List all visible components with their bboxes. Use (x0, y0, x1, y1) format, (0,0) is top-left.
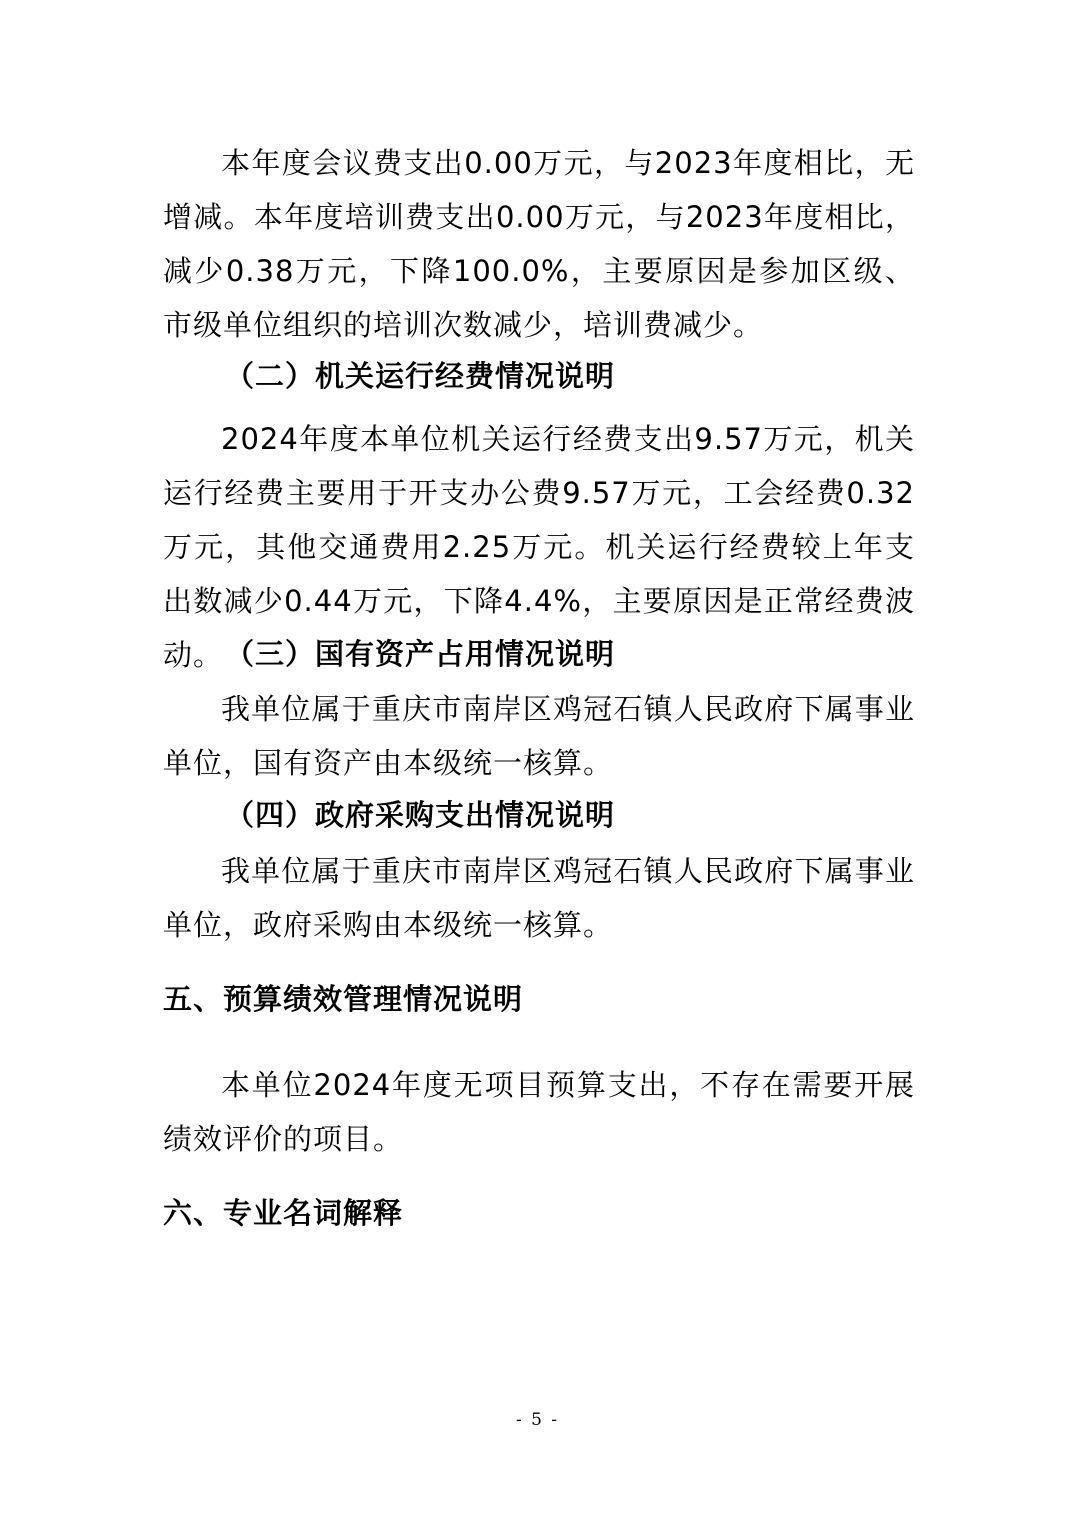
page-number: - 5 - (515, 1410, 560, 1430)
heading-terminology: 六、专业名词解释 (163, 1196, 404, 1230)
paragraph-government-procurement: 我单位属于重庆市南岸区鸡冠石镇人民政府下属事业单位，政府采购由本级统一核算。 (163, 854, 915, 942)
subheading-government-procurement: （四）政府采购支出情况说明 (225, 798, 616, 832)
paragraph-state-assets: 我单位属于重庆市南岸区鸡冠石镇人民政府下属事业单位，国有资产由本级统一核算。 (163, 692, 915, 780)
subheading-state-assets: （三）国有资产占用情况说明 (225, 637, 616, 671)
paragraph-meeting-training: 本年度会议费支出0.00万元，与2023年度相比，无增减。本年度培训费支出0.00万元，与2023年度相比，减少0.38万元，下降100.0%，主要原因是参加区级、市级单位组织的培训次数减少，培训费减少。 (163, 146, 915, 342)
paragraph-operating-expenses: 2024年度本单位机关运行经费支出9.57万元，机关运行经费主要用于开支办公费9.57万元，工会经费0.32万元，其他交通费用2.25万元。机关运行经费较上年支出数减少0.44万元，下降4.4%，主要原因是正常经费波动。 (163, 422, 915, 672)
paragraph-budget-performance: 本单位2024年度无项目预算支出，不存在需要开展绩效评价的项目。 (163, 1068, 915, 1156)
heading-budget-performance: 五、预算绩效管理情况说明 (163, 982, 524, 1016)
subheading-operating-expenses: （二）机关运行经费情况说明 (225, 359, 616, 393)
